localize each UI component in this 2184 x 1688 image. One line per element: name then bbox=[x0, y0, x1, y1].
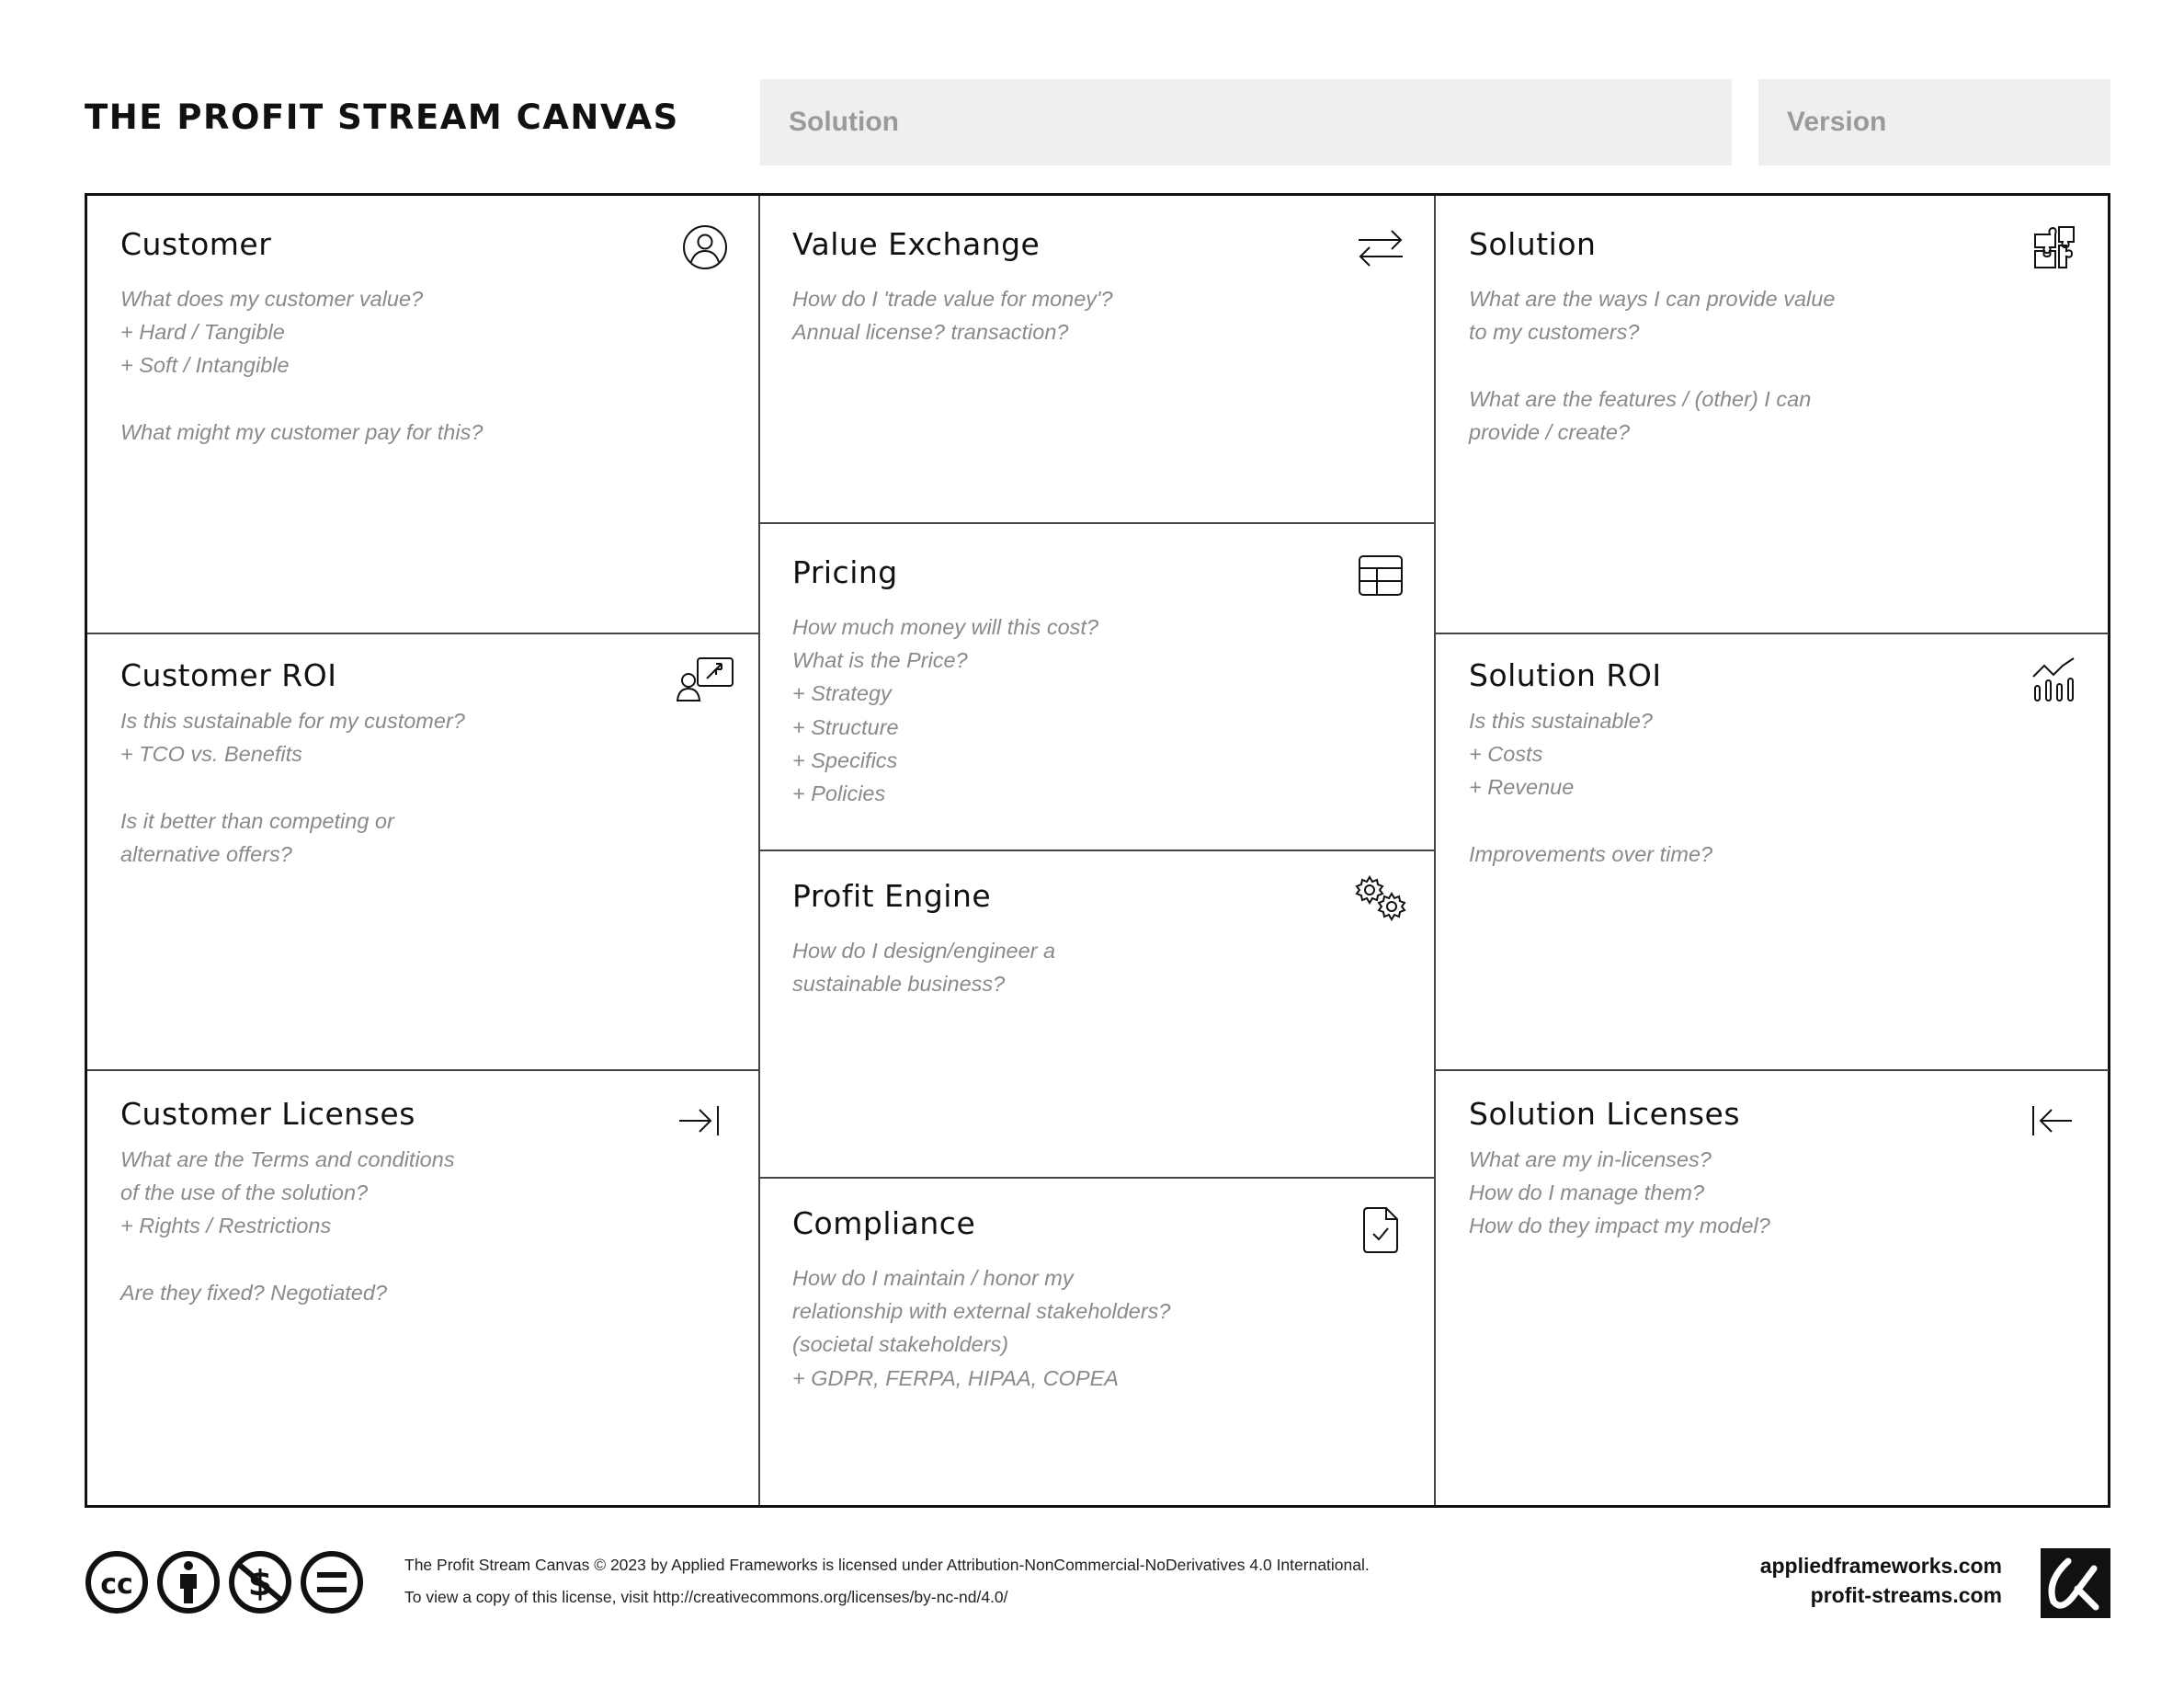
cell-title: Solution bbox=[1469, 226, 1597, 262]
cell-pricing[interactable] bbox=[759, 524, 1434, 850]
bar-chart-trend-icon bbox=[2030, 655, 2081, 706]
cell-title: Value Exchange bbox=[792, 226, 1041, 262]
cell-compliance[interactable] bbox=[759, 1179, 1434, 1505]
applied-frameworks-logo bbox=[2041, 1548, 2110, 1618]
cell-description: What are the Terms and conditions of the use of the solution? + Rights / Restrictions Are they fixed? Negotiated? bbox=[120, 1147, 455, 1305]
cell-solution-licenses[interactable] bbox=[1436, 1069, 2109, 1505]
cell-title: Customer Licenses bbox=[120, 1096, 415, 1132]
cell-title: Solution ROI bbox=[1469, 657, 1662, 693]
gears-icon bbox=[1351, 873, 1408, 925]
cell-customer-roi[interactable] bbox=[87, 633, 758, 1069]
cell-value-exchange[interactable] bbox=[759, 196, 1434, 522]
user-circle-icon bbox=[679, 222, 731, 273]
arrow-left-from-bar-icon bbox=[2026, 1095, 2077, 1146]
cell-description: How do I 'trade value for money'? Annual license? transaction? bbox=[792, 287, 1113, 345]
solution-input[interactable] bbox=[760, 79, 1732, 165]
cc-text: cc bbox=[100, 1568, 133, 1601]
arrows-exchange-icon bbox=[1355, 222, 1406, 273]
cell-title: Solution Licenses bbox=[1469, 1096, 1741, 1132]
cell-description: What are my in-licenses? How do I manage them? How do they impact my model? bbox=[1469, 1147, 1770, 1238]
puzzle-icon bbox=[2030, 222, 2081, 273]
by-attribution-icon bbox=[160, 1554, 217, 1611]
cell-title: Pricing bbox=[792, 554, 898, 590]
page-title: THE PROFIT STREAM CANVAS bbox=[85, 97, 679, 137]
cell-description: Is this sustainable? + Costs + Revenue Improvements over time? bbox=[1469, 709, 1713, 866]
cell-title: Compliance bbox=[792, 1205, 976, 1241]
cell-description: How do I maintain / honor my relationship with external stakeholders? (societal stakeholders) + GDPR, FERPA, HIPAA, COPEA bbox=[792, 1266, 1171, 1390]
cell-description: What does my customer value? + Hard / Tangible + Soft / Intangible What might my customer pay for this? bbox=[120, 287, 483, 444]
cell-solution[interactable] bbox=[1436, 196, 2109, 633]
table-icon bbox=[1355, 550, 1406, 601]
file-check-icon bbox=[1355, 1204, 1406, 1256]
cell-title: Customer bbox=[120, 226, 272, 262]
cell-description: How do I design/engineer a sustainable business? bbox=[792, 939, 1056, 997]
cell-title: Customer ROI bbox=[120, 657, 337, 693]
version-input[interactable] bbox=[1758, 79, 2110, 165]
cell-description: How much money will this cost? What is the Price? + Strategy + Structure + Specifics + Policies bbox=[792, 615, 1099, 806]
svg-text:$: $ bbox=[247, 1563, 273, 1603]
cell-profit-engine[interactable] bbox=[759, 851, 1434, 1177]
nc-noncommercial-icon bbox=[232, 1554, 289, 1611]
website-link-profit-streams[interactable]: profit-streams.com bbox=[1810, 1583, 2002, 1607]
license-text: The Profit Stream Canvas © 2023 by Applied Frameworks is licensed under Attribution-NonCommercial-NoDerivatives 4.0 International. bbox=[404, 1556, 1370, 1574]
cell-description: Is this sustainable for my customer? + TCO vs. Benefits Is it better than competing or alternative offers? bbox=[120, 709, 465, 866]
creative-commons-badge bbox=[85, 1550, 370, 1614]
arrow-right-to-bar-icon bbox=[674, 1095, 725, 1146]
cell-title: Profit Engine bbox=[792, 878, 992, 914]
cell-customer[interactable] bbox=[87, 196, 758, 633]
cell-customer-licenses[interactable] bbox=[87, 1069, 758, 1505]
license-link-text[interactable]: To view a copy of this license, visit http://creativecommons.org/licenses/by-nc-nd/4.0/ bbox=[404, 1588, 1008, 1606]
presentation-growth-icon bbox=[676, 653, 736, 704]
nd-noderivatives-icon bbox=[303, 1554, 360, 1611]
website-link-appliedframeworks[interactable]: appliedframeworks.com bbox=[1759, 1554, 2002, 1578]
canvas-grid bbox=[85, 193, 2110, 1508]
cell-description: What are the ways I can provide value to my customers? What are the features / (other) I can provide / create? bbox=[1469, 287, 1836, 444]
cell-solution-roi[interactable] bbox=[1436, 633, 2109, 1069]
cc-icon bbox=[88, 1554, 145, 1611]
